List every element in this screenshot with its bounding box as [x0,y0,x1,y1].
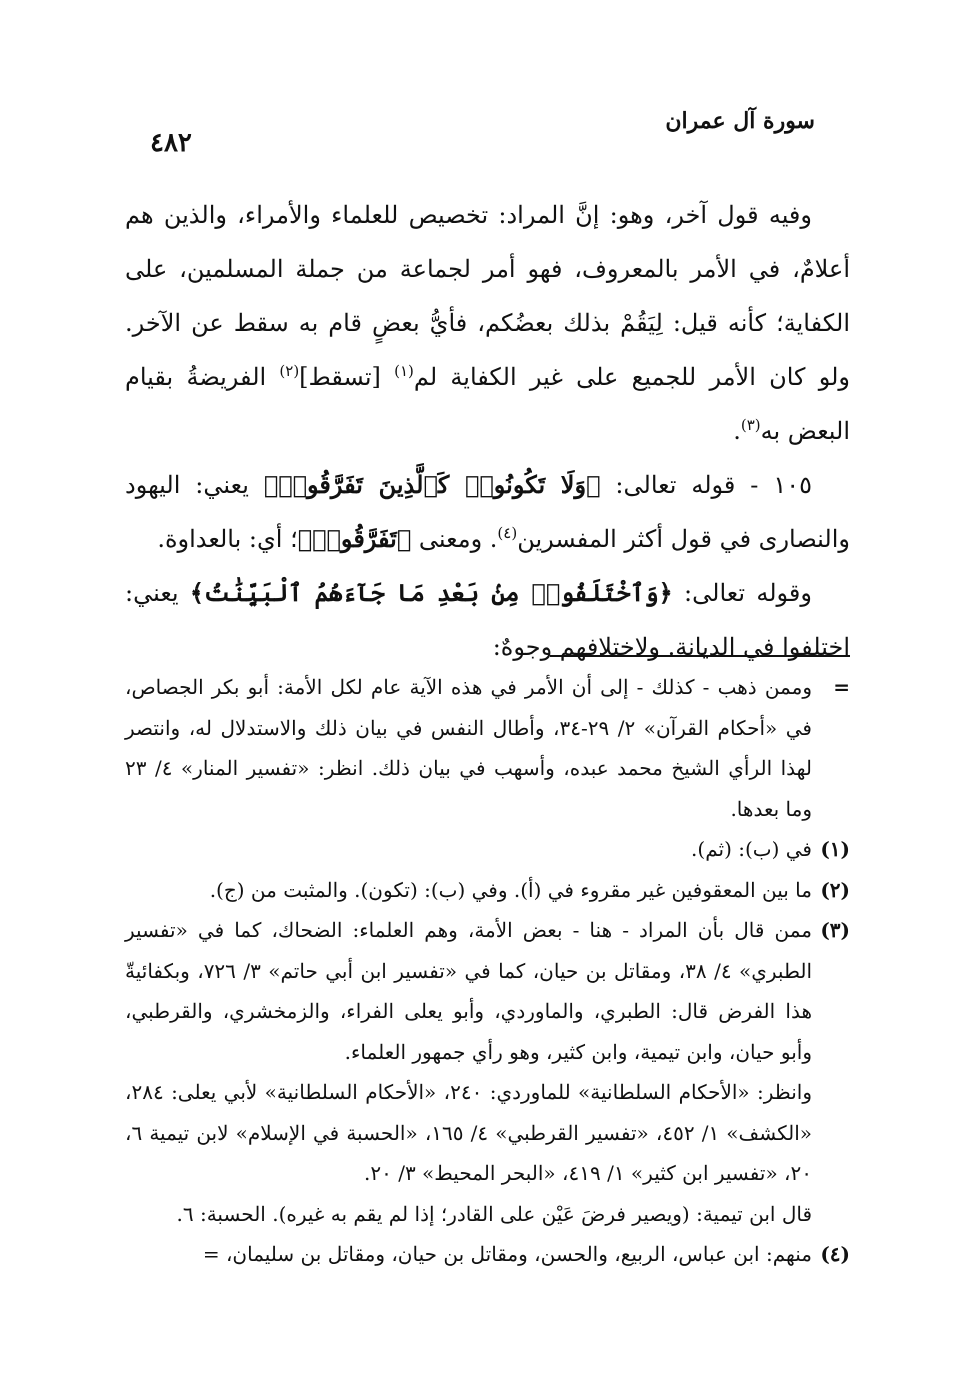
paragraph-3-text-a: وقوله تعالى: [672,579,812,607]
footnote-text: وممن ذهب - كذلك - إلى أن الأمر في هذه الآية عام لكل الأمة: أبو بكر الجصاص، في «أحكام القرآن» ٢/ ٢٩-٣٤، وأطال النفس في بيان ذلك والاستدلال له، وانتصر لهذا الرأي الشيخ محمد عبده، وأسهب في بيان ذلك. انظر: «تفسير المنار» ٤/ ٢٣ وما بعدها. [125,675,812,821]
footnote-ref-2: (٢) [279,362,300,380]
footnote-number: (١) [820,837,850,861]
paragraph-2-text-d: ؛ أي: بالعداوة. [157,525,298,553]
paragraph-3 [125,566,850,674]
footnote-4 [125,1234,850,1275]
footnote-continuation [125,667,850,829]
paragraph-2-text-c: . ومعنى [411,525,498,553]
paragraph-1-text-a: وفيه قول آخر، وهو: إنَّ المراد: تخصيص للعلماء والأمراء، والذين هم أعلامٌ، في الأمر بالمعروف، فهو أمر لجماعة من جملة المسلمين، على الكفاية؛ كأنه قيل: لِيَقُمْ بذلك بعضُكم، فأيُّ بعضٍ قام به سقط عن الآخر. ولو كان الأمر للجميع على غير الكفاية لم [125,201,850,391]
footnote-separator [550,655,850,657]
footnote-1 [125,829,850,870]
paragraph-2-text-b: يعني: اليهود والنصارى في قول أكثر المفسرين [125,471,850,553]
footnote-text: ممن قال بأن المراد - هنا - بعض الأمة، وهم العلماء: الضحاك، كما في «تفسير الطبري» ٤/ ٣٨، ومقاتل بن حيان، كما في «تفسير ابن أبي حاتم» ٣/ ٧٢٦، وبكفائيةّ هذا الفرض قال: الطبري، والماوردي، وأبو يعلى الفراء، والزمخشري، والقرطبي، وأبو حيان، وابن تيمية، وابن كثير، وهو رأي جمهور العلماء. [125,918,813,1064]
footnote-text: وانظر: «الأحكام السلطانية» للماوردي: ٢٤٠، «الأحكام السلطانية» لأبي يعلى: ٢٨٤، «الكشف» ١/ ٤٥٢، «تفسير القرطبي» ٤/ ١٦٥، «الحسبة في الإسلام» لابن تيمية ٦، ٢٠، «تفسير ابن كثير» ١/ ٤١٩، «البحر المحيط» ٣/ ٢٠. [125,1080,812,1185]
paragraph-2-text-a: ١٠٥ - قوله تعالى: [600,471,813,499]
paragraph-1 [125,188,850,458]
quran-verse: ﴿وَٱخْتَلَفُوا۟ مِنۢ بَعْدِ مَا جَآءَهُمُ ٱلْبَيِّنَٰتُ﴾ [189,578,673,607]
footnote-number: (٢) [820,877,850,902]
footnote-2 [125,870,850,911]
footnote-text: ما بين المعقوفين غير مقروء في (أ). وفي (ب): (تكون). والمثبت من (ج). [209,877,812,902]
footnote-number: (٤) [820,1242,850,1266]
footnote-3 [125,910,850,1234]
quran-verse: ﴿تَفَرَّقُوا۟﴾ [297,524,412,553]
footnote-ref-4: (٤) [497,524,518,542]
page-number: ٤٨٢ [150,128,192,158]
footnote-number: (٣) [820,918,850,942]
paragraph-1-text-c: الفريضةُ بقيام البعض به [125,363,850,445]
paragraph-2 [125,458,850,566]
main-text [125,188,850,674]
running-title: سورة آل عمران [665,108,815,134]
page-header [150,100,815,160]
continuation-mark: = [833,675,850,699]
footnote-text: في (ب): (ثم). [691,837,812,861]
paragraph-1-text-d: . [733,417,741,445]
footnotes [125,667,850,1275]
footnote-text: منهم: ابن عباس، الربيع، والحسن، ومقاتل بن حيان، ومقاتل بن سليمان، = [202,1242,812,1266]
paragraph-1-text-b: [تسقط] [299,363,395,391]
quran-verse: ﴿وَلَا تَكُونُوا۟ كَٱلَّذِينَ تَفَرَّقُوا۟﴾ [263,470,601,499]
footnote-ref-3: (٣) [740,416,761,434]
footnote-ref-1: (١) [394,362,414,380]
footnote-text: قال ابن تيمية: (ويصير فرضَ عَيْن على القادر؛ إذا لم يقم به غيره). الحسبة: ٦. [176,1201,812,1226]
paragraph-3-text-b: يعني: اختلفوا في الديانة. ولاختلافهم وجوهٌ: [125,579,850,661]
